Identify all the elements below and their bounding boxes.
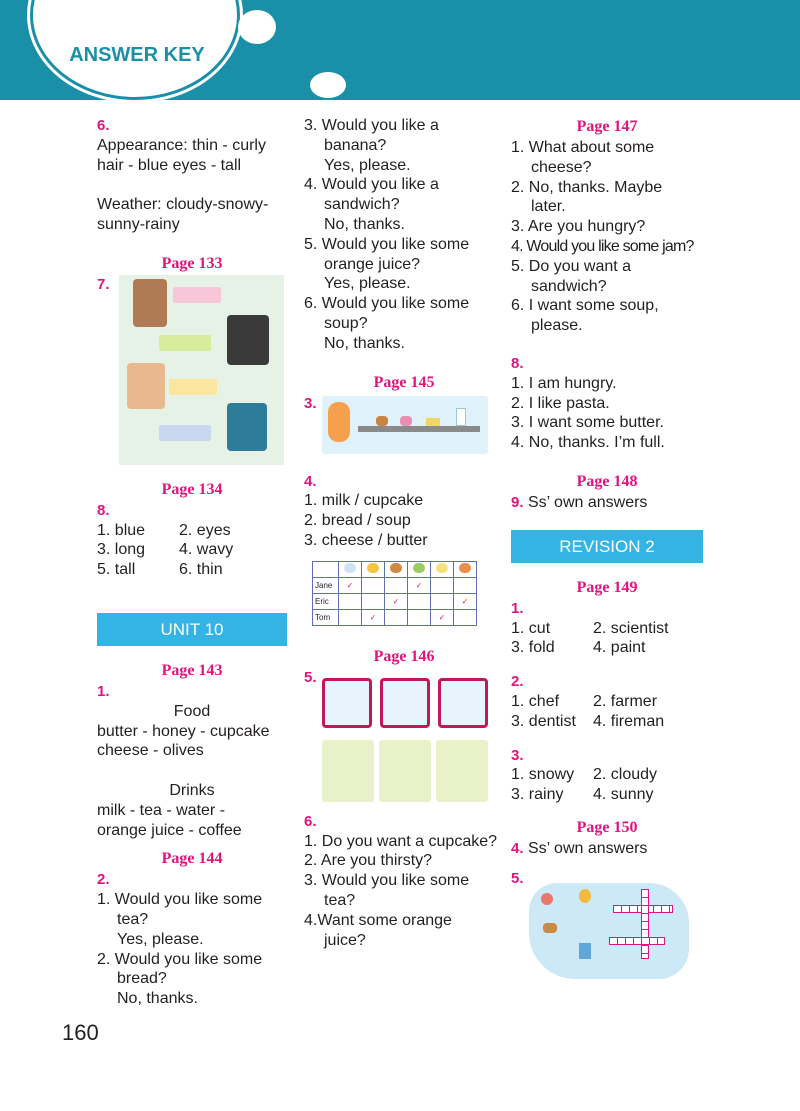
answer-line: cheese - olives <box>97 742 204 760</box>
answer-item: 4. wavy <box>179 541 234 559</box>
table-cell <box>362 577 385 593</box>
answer-line: 6. I want some soup, <box>511 297 659 315</box>
table-cell <box>408 609 431 625</box>
page-heading: Page 134 <box>161 480 223 498</box>
exercise-number: 3. <box>304 394 317 412</box>
answer-line: milk - tea - water - <box>97 801 226 819</box>
answer-line: Appearance: thin - curly <box>97 136 266 154</box>
table-cell: Tom <box>313 609 339 625</box>
table-row <box>313 593 477 609</box>
answer-item: 1. cut <box>511 619 551 637</box>
answer-line: 3. I want some butter. <box>511 414 664 432</box>
table-cell: ✓ <box>362 609 385 625</box>
exercise-number: 5. <box>304 668 317 686</box>
category-title: Drinks <box>169 781 215 799</box>
answer-line: 1. Would you like some <box>97 891 263 909</box>
table-cell <box>362 593 385 609</box>
column-1 <box>97 116 287 1009</box>
answer-item: 4. fireman <box>593 712 665 730</box>
decor-bubble <box>238 10 276 44</box>
answer-line: cheese? <box>531 158 592 176</box>
answer-line: orange juice - coffee <box>97 821 242 839</box>
answer-line: 2. I like pasta. <box>511 394 610 412</box>
decor-bubble <box>310 72 346 98</box>
table-cell <box>408 593 431 609</box>
answer-line: tea? <box>117 910 149 928</box>
exercise-number: 1. <box>97 682 110 700</box>
answer-line: Ss’ own answers <box>527 839 648 857</box>
food-preference-table <box>312 561 477 626</box>
answer-line: 4. Would you like some jam? <box>511 237 694 255</box>
answer-item: 3. dentist <box>511 712 576 730</box>
answer-line: 4. Would you like a <box>304 176 439 194</box>
exercise-number: 4. <box>304 472 317 490</box>
answer-line: 6. Would you like some <box>304 295 470 313</box>
answer-line: banana? <box>324 136 387 154</box>
crossword-image <box>529 883 689 979</box>
answer-line: 2. Would you like some <box>97 950 263 968</box>
answer-line: Yes, please. <box>324 156 411 174</box>
answer-line: butter - honey - cupcake <box>97 722 270 740</box>
answer-item: 1. snowy <box>511 766 575 784</box>
answer-line: 1. milk / cupcake <box>304 492 424 510</box>
answer-grid <box>511 765 703 805</box>
category-title: Food <box>173 702 211 720</box>
answer-item: 4. paint <box>593 639 646 657</box>
answer-line: 5. Do you want a <box>511 257 632 275</box>
answer-line: sunny-rainy <box>97 215 180 233</box>
page-title: ANSWER KEY <box>69 44 205 66</box>
cupcake-icon <box>367 563 379 573</box>
page-heading: Page 143 <box>161 661 223 679</box>
answer-line: juice? <box>324 931 366 949</box>
page-number: 160 <box>62 1020 99 1045</box>
soup-icon <box>459 563 471 573</box>
table-cell <box>454 609 477 625</box>
page-heading: Page 144 <box>161 850 223 868</box>
table-cell: ✓ <box>408 577 431 593</box>
answer-grid <box>511 692 703 732</box>
table-cell: ✓ <box>454 593 477 609</box>
answer-line: orange juice? <box>324 255 421 273</box>
answer-line: please. <box>531 317 583 335</box>
table-cell <box>385 609 408 625</box>
table-cell: Jane <box>313 577 339 593</box>
table-cell <box>431 593 454 609</box>
exercise-number: 5. <box>511 869 524 887</box>
revision-banner: REVISION 2 <box>511 530 703 563</box>
exercise-number: 9. <box>511 493 524 511</box>
answer-item: 3. rainy <box>511 786 564 804</box>
answer-line: No, thanks. <box>117 990 198 1008</box>
answer-line: Ss’ own answers <box>527 493 648 511</box>
exercise-number: 8. <box>97 501 110 519</box>
answer-line: 2. Are you thirsty? <box>304 852 433 870</box>
answer-item: 6. thin <box>179 561 223 579</box>
answer-item: 2. scientist <box>593 619 669 637</box>
answer-line: hair - blue eyes - tall <box>97 156 242 174</box>
table-row <box>313 577 477 593</box>
column-2 <box>304 116 504 950</box>
answer-grid <box>511 619 703 659</box>
answer-item: 4. sunny <box>593 786 654 804</box>
answer-line: 3. cheese / butter <box>304 531 428 549</box>
answer-line: tea? <box>324 891 356 909</box>
exercise-number: 6. <box>304 812 317 830</box>
table-cell <box>454 577 477 593</box>
exercise-number: 3. <box>511 746 524 764</box>
table-cell: Eric <box>313 593 339 609</box>
answer-grid <box>97 521 287 580</box>
food-cards-image <box>322 678 488 732</box>
answer-line: 5. Would you like some <box>304 235 470 253</box>
header-banner <box>0 0 800 100</box>
butter-icon <box>436 563 448 573</box>
answer-item: 2. eyes <box>179 521 231 539</box>
exercise-number: 8. <box>511 354 524 372</box>
table-cell <box>339 593 362 609</box>
answer-item: 2. farmer <box>593 692 658 710</box>
checklist-image <box>322 740 488 804</box>
answer-line: 1. I am hungry. <box>511 374 617 392</box>
table-header-row <box>313 561 477 577</box>
answer-line: 3. Are you hungry? <box>511 218 646 236</box>
answer-line: 3. Would you like some <box>304 872 470 890</box>
unit-banner: UNIT 10 <box>97 613 287 646</box>
page-heading: Page 147 <box>576 118 638 135</box>
answer-item: 1. blue <box>97 521 146 539</box>
answer-line: 4.Want some orange <box>304 911 452 929</box>
answer-line: sandwich? <box>324 196 400 214</box>
exercise-number: 1. <box>511 599 524 617</box>
page-heading: Page 150 <box>576 818 638 836</box>
answer-item: 3. fold <box>511 639 555 657</box>
tea-icon <box>413 563 425 573</box>
page-heading: Page 146 <box>373 647 435 665</box>
milk-icon <box>344 563 356 573</box>
page-heading: Page 149 <box>576 578 638 596</box>
answer-item: 2. cloudy <box>593 766 658 784</box>
answer-line: No, thanks. <box>324 334 405 352</box>
page-heading: Page 133 <box>161 254 223 272</box>
answer-line: 2. No, thanks. Maybe <box>511 178 663 196</box>
table-cell <box>431 577 454 593</box>
breakfast-illustration <box>322 396 488 454</box>
exercise-number: 4. <box>511 839 524 857</box>
answer-line: 2. bread / soup <box>304 512 411 530</box>
exercise-number: 2. <box>97 871 110 889</box>
table-cell <box>339 609 362 625</box>
answer-line: bread? <box>117 970 167 988</box>
exercise-number: 6. <box>97 117 110 134</box>
answer-line: 3. Would you like a <box>304 117 439 134</box>
table-cell: ✓ <box>385 593 408 609</box>
exercise-number: 7. <box>97 275 110 293</box>
page-heading: Page 145 <box>373 373 435 391</box>
exercise-number: 2. <box>511 673 524 691</box>
answer-line: Yes, please. <box>324 275 411 293</box>
answer-item: 3. long <box>97 541 146 559</box>
answer-line: 1. Do you want a cupcake? <box>304 832 498 850</box>
bread-icon <box>390 563 402 573</box>
answer-line: No, thanks. <box>324 215 405 233</box>
page-heading: Page 148 <box>576 472 638 490</box>
answer-line: sandwich? <box>531 277 607 295</box>
answer-line: 4. No, thanks. I’m full. <box>511 434 665 452</box>
table-cell <box>385 577 408 593</box>
answer-line: soup? <box>324 314 368 332</box>
table-row <box>313 609 477 625</box>
answer-line: later. <box>531 198 566 216</box>
photo-collage-image <box>119 275 284 465</box>
table-cell: ✓ <box>431 609 454 625</box>
answer-line: Yes, please. <box>117 930 204 948</box>
answer-line: Weather: cloudy-snowy- <box>97 196 269 214</box>
table-cell: ✓ <box>339 577 362 593</box>
answer-item: 1. chef <box>511 692 560 710</box>
answer-item: 5. tall <box>97 561 136 579</box>
column-3 <box>511 116 703 979</box>
answer-line: 1. What about some <box>511 139 655 156</box>
